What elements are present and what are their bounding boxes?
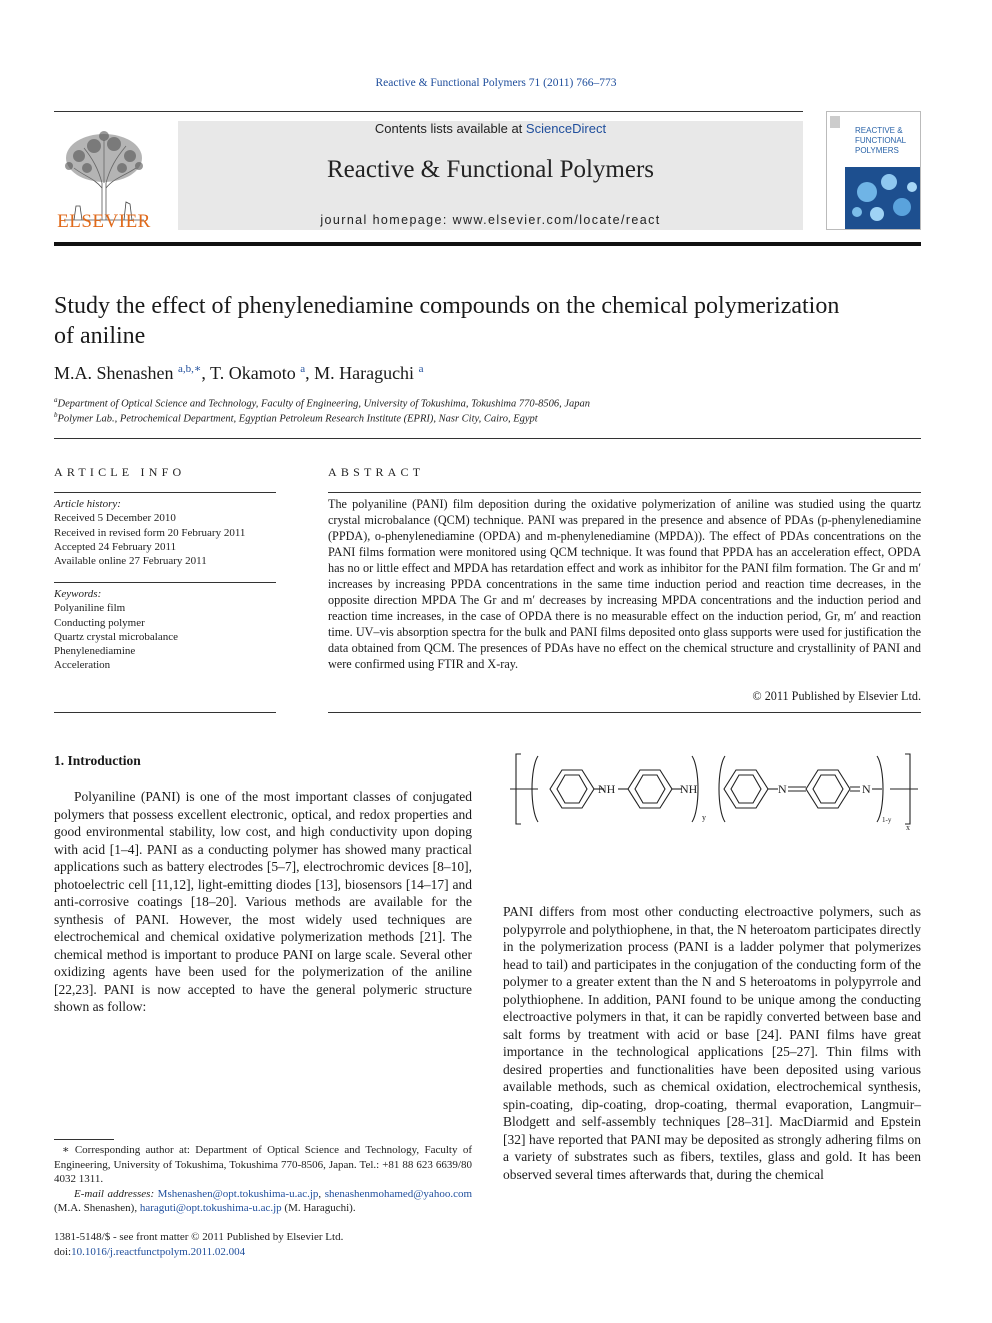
affiliation-mark: b: [54, 411, 58, 419]
affiliation-mark: a: [54, 396, 58, 404]
keywords-rule: [54, 582, 276, 583]
email-label: E-mail addresses:: [74, 1187, 155, 1200]
abstract-top-rule: [328, 492, 921, 493]
intro-paragraph-col1: Polyaniline (PANI) is one of the most important classes of conjugated polymers that possess excellent electronic, optical, and redox properties and good environmental stability, low cost, and high conductivity upon doping with acid [1–4]. PANI as a conducting polymer has showed many practical applications such as battery electrodes [5–7], electrochromic devices [8–10], photoelectric cell [11,12], light-emitting diodes [13], biosensors [14–17] and anti-corrosive coatings [18–20]. Various methods are available for the synthesis of PANI. However, the most widely used techniques are electrochemical and chemical oxidative polymerization methods [21]. The chemical method is important to produce PANI on large scale. Several other oxidizing agents have been used for the polymerization of the aniline [22,23]. PANI is now accepted to have the general polymeric structure shown as follow:: [54, 789, 472, 1014]
keyword: Quartz crystal microbalance: [54, 630, 178, 643]
history-item: Accepted 24 February 2011: [54, 540, 177, 553]
header-thick-rule: [54, 242, 921, 246]
doi-line: [54, 1245, 343, 1260]
intro-paragraph-col2: PANI differs from most other conducting electroactive polymers, such as polypyrrole and polythiophene, in that, the N heteroatom participates directly in the polymerization process (PANI is a ladder polymer that polymerizes head to tail) and participates in the conjugation of the conducting form of the polymer to a greater extent than the N and S heteroatoms in polypyrrole and polythiophene. In addition, PANI found to be unique among the conducting electroactive polymers in that, it can be rapidly converted between base and salt forms by treatment with acid or base [24]. PANI films have great importance in the technological applications [25–27]. Thin films with desired properties and functionalities have been deposited using various available methods, such as chemical oxidation, electrochemical synthesis, spin-coating, dip-coating, drop-coating, thermal evaporation, Langmuir–Blodgett and self-assembly techniques [28–31]. MacDiarmid and Epstein [32] have reported that PANI may be deposited as strongly adhering films on a variety of substrates such as fibers, textiles, glass and gold. It has been observed several times afterwards that, during the chemical: [503, 904, 921, 1182]
author-name: M. Haraguchi: [314, 363, 415, 383]
email-owner: (M.A. Shenashen),: [54, 1202, 138, 1214]
journal-cover-thumbnail[interactable]: [826, 111, 921, 230]
keyword: Phenylenediamine: [54, 645, 136, 658]
author-affiliation-mark[interactable]: a: [418, 363, 424, 375]
keywords-block: [54, 587, 178, 673]
structure-n-label: N: [778, 782, 787, 796]
article-info-heading: ARTICLE INFO: [54, 465, 186, 479]
keyword: Polyaniline film: [54, 602, 126, 615]
structure-subscript-y: y: [702, 813, 706, 822]
author-affiliation-mark[interactable]: a: [300, 363, 306, 375]
keyword: Acceleration: [54, 659, 111, 672]
history-item: Available online 27 February 2011: [54, 555, 207, 568]
article-history: [54, 497, 245, 568]
affiliation-b: [54, 411, 538, 425]
structure-subscript-x: x: [906, 823, 910, 832]
author-name: M.A. Shenashen: [54, 363, 174, 383]
cover-title: [855, 126, 906, 156]
contents-available-line: [178, 121, 803, 136]
affiliation-text: Department of Optical Science and Technology, Faculty of Engineering, University of Tokushima, Tokushima 770-8506, Japan: [57, 398, 591, 410]
doi-prefix: doi:: [54, 1245, 72, 1258]
article-title: [54, 291, 934, 351]
elsevier-wordmark: ELSEVIER: [57, 211, 151, 232]
header-top-rule: [54, 111, 803, 112]
author-affiliation-mark[interactable]: a,b,∗: [178, 363, 202, 375]
email-owner: (M. Haraguchi).: [284, 1202, 356, 1214]
structure-n-label: N: [862, 782, 871, 796]
footnote: [54, 1143, 472, 1216]
email-addresses: E-mail addresses: Mshenashen@opt.tokushima-u.ac.jp, shenashenmohamed@yahoo.com (M.A. Shenashen), haraguti@opt.tokushima-u.ac.jp (M. Haraguchi).: [54, 1187, 473, 1214]
issn-line: 1381-5148/$ - see front matter © 2011 Published by Elsevier Ltd.: [54, 1231, 344, 1243]
journal-citation[interactable]: Reactive & Functional Polymers 71 (2011) 766–773: [375, 77, 617, 89]
title-line-1: Study the effect of phenylenediamine compounds on the chemical polymerization: [54, 293, 840, 319]
keywords-label: Keywords:: [54, 588, 102, 600]
email-link[interactable]: haraguti@opt.tokushima-u.ac.jp: [139, 1202, 282, 1214]
article-info-rule: [54, 492, 276, 493]
structure-nh-label: NH: [598, 782, 616, 796]
abstract-heading: ABSTRACT: [328, 465, 425, 479]
journal-title: Reactive & Functional Polymers: [326, 156, 655, 183]
cover-title-line: FUNCTIONAL: [855, 136, 907, 145]
issn-doi-block: [54, 1230, 343, 1259]
cover-title-line: POLYMERS: [855, 146, 899, 155]
sciencedirect-link[interactable]: ScienceDirect: [525, 121, 607, 136]
history-item: Received in revised form 20 February 2011: [54, 526, 246, 539]
abstract-text: The polyaniline (PANI) film deposition during the oxidative polymerization of aniline was studied using the quartz crystal microbalance (QCM) technique. PANI was prepared in the presence and absence of PDAs (p-phenylenediamine (PPDA), o-phenylenediamine (OPDA) and m-phenylenediamine (MPDA)). The effect of PDAs concentrations on the PANI films formation were monitored using QCM technique. It was found that PPDA has an acceleration effect, OPDA has no or little effect and MPDA has retardation effect and work as inhibitor for the PANI film formation. The Gr and m′ increases by increasing PPDA concentrations in the same time induction period and reaction time decreases, in the opposite direction MPDA The Gr and m′ decreases by increasing MPDA concentrations and the induction period and reaction time increases, in the case of OPDA there is no measurable effect on the induction period, Gr, m′ and reaction time. UV–vis absorption spectra for the bulk and PANI films deposited onto glass supports were used for justification the data obtained from QCM. The presences of PDAs have no effect on the chemical structure and crystallinity of PANI and were confirmed using FTIR and X-ray.: [328, 497, 921, 671]
journal-homepage[interactable]: journal homepage: www.elsevier.com/locate/react: [320, 213, 661, 227]
affiliation-text: Polymer Lab., Petrochemical Department, Egyptian Petroleum Research Institute (EPRI), Nasr City, Cairo, Egypt: [57, 413, 538, 425]
title-section-rule: [54, 438, 921, 439]
title-line-2: of aniline: [54, 323, 146, 349]
cover-title-line: REACTIVE &: [855, 126, 903, 135]
structure-subscript-1y: 1-y: [882, 816, 892, 824]
introduction-heading: 1. Introduction: [54, 753, 141, 768]
contents-prefix: Contents lists available at: [374, 121, 526, 136]
abstract-bottom-rule: [328, 712, 921, 713]
keyword: Conducting polymer: [54, 616, 145, 629]
polyaniline-structure-figure: [510, 748, 920, 838]
abstract-copyright: © 2011 Published by Elsevier Ltd.: [752, 689, 921, 703]
history-item: Received 5 December 2010: [54, 512, 176, 525]
structure-nh-label: NH: [680, 782, 698, 796]
doi-link[interactable]: 10.1016/j.reactfunctpolym.2011.02.004: [71, 1245, 246, 1258]
footnote-rule: [54, 1139, 114, 1140]
email-link[interactable]: shenashenmohamed@yahoo.com: [324, 1187, 473, 1200]
history-label: Article history:: [54, 498, 121, 510]
article-info-bottom-rule: [54, 712, 276, 713]
affiliation-a: [54, 396, 590, 410]
email-link[interactable]: Mshenashen@opt.tokushima-u.ac.jp: [157, 1187, 319, 1200]
author-list: M.A. Shenashen $^{a,b,∗}$, T. Okamoto $^a$, M. Haraguchi $^a$: [54, 363, 424, 383]
corresponding-author-note: ∗ Corresponding author at: Department of Optical Science and Technology, Faculty of Engineering, University of Tokushima, Tokushima 770-8506, Japan. Tel.: +81 88 623 6639/80 4032 1311.: [54, 1144, 472, 1185]
author-name: T. Okamoto: [210, 363, 296, 383]
